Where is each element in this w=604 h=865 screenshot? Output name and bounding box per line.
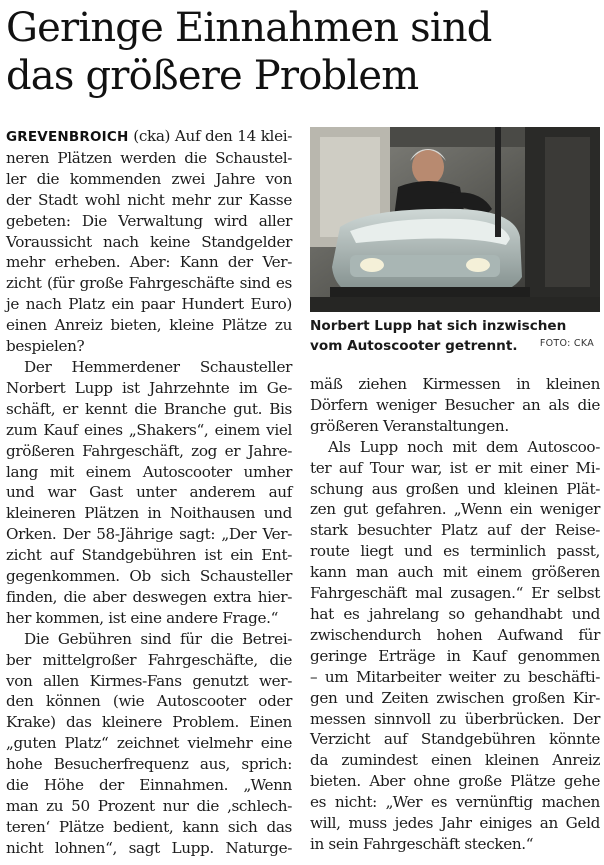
text-line: „guten Platz“ zeichnet vielmehr eine <box>6 734 292 753</box>
text-line: schung aus großen und kleinen Plät- <box>310 479 600 498</box>
text-line: gen und Zeiten zwischen großen Kir- <box>310 688 600 707</box>
text-line: man zu 50 Prozent nur die ‚schlech- <box>6 797 292 815</box>
text-line: es nicht: „Wer es vernünftig machen <box>310 793 600 812</box>
text-line: geringe Erträge in Kauf genommen <box>310 646 600 665</box>
text-line: her kommen, ist eine andere Frage.“ <box>6 608 278 627</box>
text-line: ber mittelgroßer Fahrgeschäfte, die <box>6 650 292 669</box>
caption-line-2: vom Autoscooter getrennt. <box>310 338 518 354</box>
text-line: Voraussicht nach keine Standgelder <box>6 232 292 251</box>
text-line: mäß ziehen Kirmessen in kleinen <box>310 375 600 393</box>
text-line: stark besuchter Platz auf der Reise- <box>310 521 600 540</box>
text-line: die Höhe der Einnahmen. „Wenn <box>6 776 292 795</box>
text-line: gegenkommen. Ob sich Schausteller <box>6 567 292 586</box>
photo-credit: FOTO: CKA <box>539 338 594 349</box>
text-line: kleineren Plätzen in Noithausen und <box>6 504 292 523</box>
text-line: zum Kauf eines „Shakers“, einem viel <box>6 420 292 439</box>
bumper-car-photo <box>310 127 600 312</box>
text-line: Orken. Der 58-Jährige sagt: „Der Ver- <box>6 525 292 544</box>
text-line: Norbert Lupp ist Jahrzehnte im Ge- <box>6 378 292 397</box>
text-line-fragment: (cka) Auf den 14 klei- <box>128 127 292 145</box>
text-line: größeren Veranstaltungen. <box>310 416 509 435</box>
article-photo <box>310 127 600 312</box>
text-line <box>6 126 292 148</box>
text-line: größeren Fahrgeschäft, zog er Jahre- <box>6 441 292 460</box>
text-line: Krake) das kleinere Problem. Einen <box>6 713 292 732</box>
text-line: zen gut gefahren. „Wenn ein weniger <box>310 500 600 519</box>
text-line: je nach Platz ein paar Hundert Euro) <box>6 295 292 314</box>
headline-line-1: Geringe Einnahmen sind <box>6 5 492 51</box>
text-line: messen sinnvoll zu überbrücken. Der <box>310 709 600 728</box>
text-line: gebeten: Die Verwaltung wird aller <box>6 211 292 230</box>
text-line: neren Plätzen werden die Schaustel- <box>6 148 292 167</box>
text-line: Verzicht auf Standgebühren könnte <box>310 730 600 749</box>
dateline: GREVENBROICH <box>6 129 129 145</box>
text-line: lang mit einem Autoscooter umher <box>6 462 292 481</box>
text-line: hat es jahrelang so gehandhabt und <box>310 604 600 623</box>
photo-caption <box>310 316 600 356</box>
text-line: von allen Kirmes-Fans genutzt wer- <box>6 671 292 690</box>
caption-line-1: Norbert Lupp hat sich inzwischen <box>310 318 567 334</box>
text-line: bespielen? <box>6 337 85 356</box>
text-line: finden, die aber deswegen extra hier- <box>6 587 292 606</box>
text-line: Die Gebühren sind für die Betrei- <box>24 629 292 648</box>
text-line: teren‘ Plätze bedient, kann sich das <box>6 817 292 836</box>
text-line: Fahrgeschäft mal zusagen.“ Er selbst <box>310 584 600 603</box>
text-line: zwischendurch hohen Aufwand für <box>310 625 600 644</box>
text-line: Als Lupp noch mit dem Autoscoo- <box>328 437 600 456</box>
text-line: bieten. Aber ohne große Plätze gehe <box>310 772 600 791</box>
text-line: einen Anreiz bieten, kleine Plätze zu <box>6 316 292 335</box>
text-line: – um Mitarbeiter weiter zu beschäfti- <box>310 667 600 686</box>
text-line: hohe Besucherfrequenz aus, sprich: <box>6 755 292 774</box>
text-line: zicht (für große Fahrgeschäfte sind es <box>6 274 292 293</box>
headline-line-2: das größere Problem <box>6 53 419 99</box>
headline <box>6 4 602 100</box>
text-line: ter auf Tour war, ist er mit einer Mi- <box>310 458 600 477</box>
text-line: in sein Fahrgeschäft stecken.“ <box>310 834 534 853</box>
text-line: zicht auf Standgebühren ist ein Ent- <box>6 546 292 565</box>
article-column-1 <box>6 126 292 859</box>
text-line: Dörfern weniger Besucher an als die <box>310 395 600 414</box>
text-line: den können (wie Autoscooter oder <box>6 692 292 711</box>
text-line: nicht lohnen“, sagt Lupp. Naturge- <box>6 838 292 857</box>
text-line: will, muss jedes Jahr einiges an Geld <box>310 814 600 833</box>
text-line: da zumindest einen kleinen Anreiz <box>310 751 600 770</box>
text-line: route liegt und es terminlich passt, <box>310 542 600 561</box>
text-line: der Stadt wohl nicht mehr zur Kasse <box>6 190 292 209</box>
article-column-2 <box>310 374 600 855</box>
text-line: ler die kommenden zwei Jahre von <box>6 169 292 188</box>
text-line: mehr erheben. Aber: Kann der Ver- <box>6 253 292 272</box>
text-line: schäft, er kennt die Branche gut. Bis <box>6 399 292 418</box>
text-line: und war Gast unter anderem auf <box>6 483 292 502</box>
text-line: Der Hemmerdener Schausteller <box>24 357 292 376</box>
text-line: kann man auch mit einem größeren <box>310 563 600 582</box>
